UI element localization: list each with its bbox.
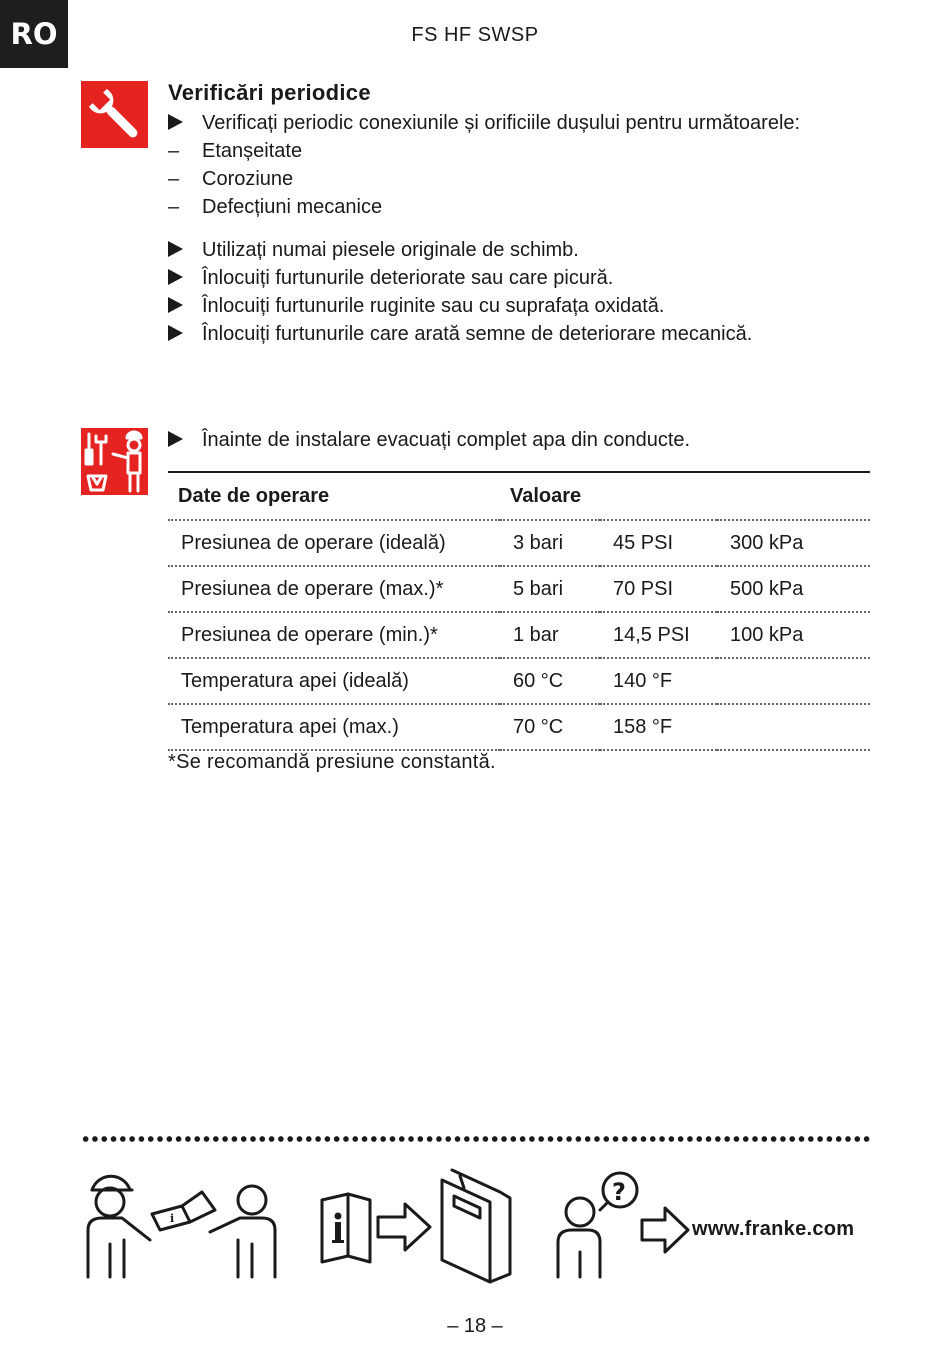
arrow-right-icon: [378, 1204, 430, 1250]
bullet-arrow-icon: [168, 114, 183, 130]
table-cell: 1 bar: [500, 612, 600, 658]
table-cell: 100 kPa: [717, 612, 870, 658]
table-cell: 500 kPa: [717, 566, 870, 612]
table-footnote: *Se recomandă presiune constantă.: [168, 751, 496, 773]
table-cell: [717, 704, 870, 750]
documentation-icon: [442, 1170, 510, 1282]
manual-book-icon: [152, 1192, 215, 1230]
helper-person-icon: [210, 1186, 275, 1277]
table-cell: [717, 658, 870, 704]
table-cell: Presiunea de operare (ideală): [168, 520, 500, 566]
read-instructions-illustration: [80, 1162, 690, 1287]
table-row: [168, 704, 870, 750]
table-row: [168, 566, 870, 612]
table-cell: Presiunea de operare (min.)*: [168, 612, 500, 658]
list-item: Verificați periodic conexiunile și orificiile dușului pentru următoarele:: [168, 109, 800, 137]
installation-instruction: Înainte de instalare evacuați complet apa din conducte.: [168, 426, 690, 454]
page-number: – 18 –: [447, 1315, 503, 1337]
table-cell: 70 °C: [500, 704, 600, 750]
list-item: – Coroziune: [168, 168, 294, 190]
bullet-arrow-icon: [168, 431, 183, 447]
bullet-arrow-icon: [168, 241, 183, 257]
table-cell: 3 bari: [500, 520, 600, 566]
list-item: Utilizați numai piesele originale de schimb.: [168, 236, 579, 264]
info-manual-icon: [322, 1194, 370, 1262]
operating-data-table: [168, 471, 870, 751]
svg-text:i: i: [170, 1212, 175, 1225]
reading-person-icon: [88, 1176, 150, 1277]
table-cell: 158 °F: [600, 704, 717, 750]
table-cell: 70 PSI: [600, 566, 717, 612]
table-cell: Temperatura apei (ideală): [168, 658, 500, 704]
table-row: [168, 658, 870, 704]
svg-text:?: ?: [612, 1178, 626, 1206]
table-cell: 5 bari: [500, 566, 600, 612]
website-link[interactable]: www.franke.com: [692, 1218, 855, 1240]
table-cell: 300 kPa: [717, 520, 870, 566]
list-item: – Defecțiuni mecanice: [168, 196, 383, 218]
table-cell: 140 °F: [600, 658, 717, 704]
dotted-divider: [81, 1136, 870, 1142]
list-item: – Etanșeitate: [168, 140, 303, 162]
table-cell: 45 PSI: [600, 520, 717, 566]
bullet-arrow-icon: [168, 269, 183, 285]
table-cell: Temperatura apei (max.): [168, 704, 500, 750]
list-item: Înlocuiți furtunurile care arată semne de deteriorare mecanică.: [168, 320, 752, 348]
language-tab: RO: [0, 0, 68, 68]
bullet-arrow-icon: [168, 297, 183, 313]
table-cell: 14,5 PSI: [600, 612, 717, 658]
installer-tools-icon: [81, 428, 148, 495]
section-title: Verificări periodice: [168, 80, 371, 105]
column-header: Date de operare: [168, 472, 500, 520]
wrench-icon: [81, 81, 148, 148]
list-item: Înlocuiți furtunurile deteriorate sau care picură.: [168, 264, 613, 292]
table-cell: 60 °C: [500, 658, 600, 704]
table-cell: Presiunea de operare (max.)*: [168, 566, 500, 612]
arrow-right-icon: [642, 1208, 688, 1252]
question-person-icon: [558, 1173, 637, 1277]
bullet-arrow-icon: [168, 325, 183, 341]
list-item: Înlocuiți furtunurile ruginite sau cu suprafața oxidată.: [168, 292, 665, 320]
table-row: [168, 520, 870, 566]
column-header: Valoare: [500, 472, 870, 520]
table-header-row: [168, 472, 870, 520]
document-title: FS HF SWSP: [411, 24, 539, 46]
table-row: [168, 612, 870, 658]
